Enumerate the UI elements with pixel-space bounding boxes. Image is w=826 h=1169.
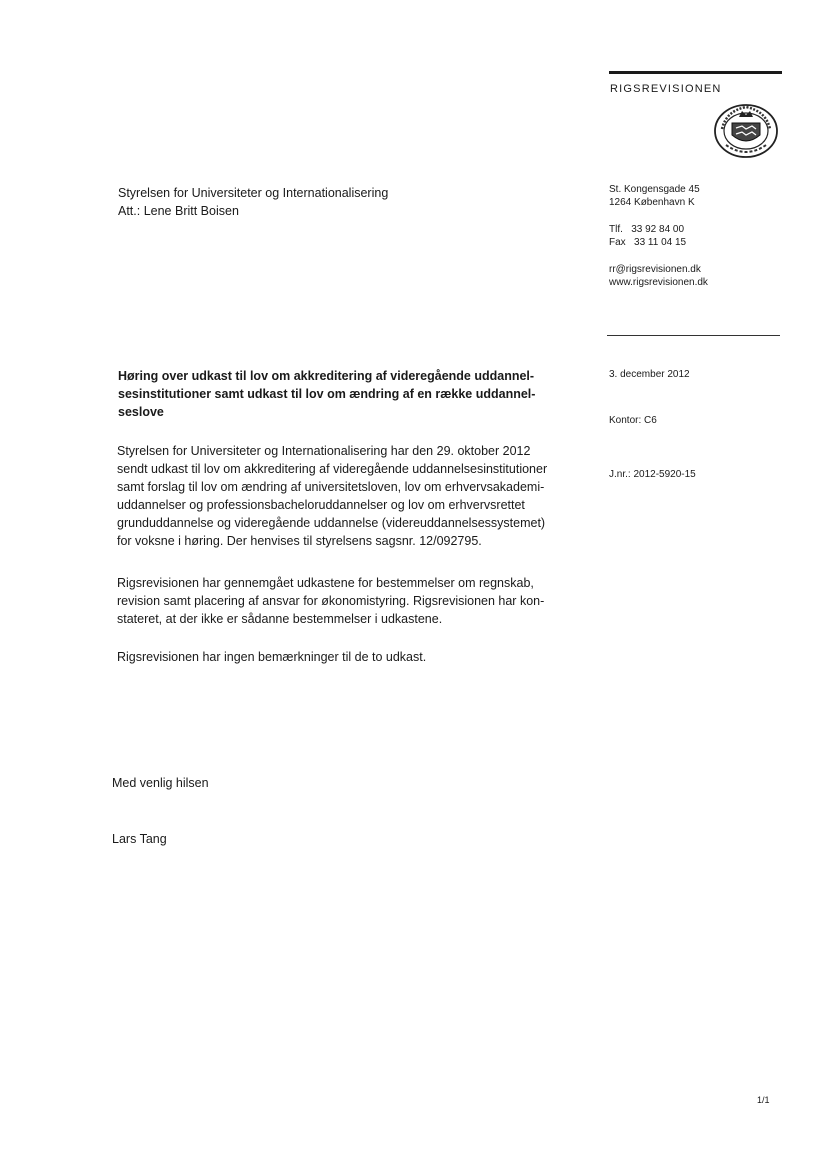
sender-street: St. Kongensgade 45 bbox=[609, 184, 700, 195]
office-code: Kontor: C6 bbox=[609, 415, 657, 426]
sender-phone: Tlf. 33 92 84 00 bbox=[609, 224, 685, 235]
closing-salutation: Med venlig hilsen bbox=[112, 776, 209, 790]
sidebar-divider bbox=[607, 335, 780, 336]
recipient-name: Styrelsen for Universiteter og Internationalisering bbox=[118, 186, 389, 200]
paragraph-line: Rigsrevisionen har gennemgået udkastene for bestemmelser om regnskab, bbox=[117, 576, 534, 590]
paragraph-line: grunduddannelse og videregående uddannelse (videreuddannelsessystemet) bbox=[117, 516, 546, 530]
body-paragraph-2 bbox=[117, 574, 587, 628]
paragraph-line: uddannelser og professionsbacheloruddannelser og lov om erhvervsrettet bbox=[117, 498, 525, 512]
org-name: RIGSREVISIONEN bbox=[610, 83, 722, 95]
sender-city: 1264 København K bbox=[609, 197, 695, 208]
sender-fax: Fax 33 11 04 15 bbox=[609, 237, 687, 248]
sender-web: www.rigsrevisionen.dk bbox=[609, 277, 708, 288]
letter-date: 3. december 2012 bbox=[609, 369, 690, 380]
paragraph-line: for voksne i høring. Der henvises til styrelsens sagsnr. 12/092795. bbox=[117, 534, 482, 548]
recipient-block bbox=[118, 184, 388, 220]
sender-contact-online bbox=[609, 263, 708, 289]
sender-email: rr@rigsrevisionen.dk bbox=[609, 264, 701, 275]
subject-heading bbox=[118, 367, 588, 421]
body-paragraph-1 bbox=[117, 442, 587, 550]
folketinget-seal-icon bbox=[712, 101, 780, 159]
page-number: 1/1 bbox=[757, 1095, 770, 1105]
paragraph-line: Rigsrevisionen har ingen bemærkninger til de to udkast. bbox=[117, 650, 427, 664]
signer-name: Lars Tang bbox=[112, 832, 167, 846]
journal-number: J.nr.: 2012-5920-15 bbox=[609, 469, 696, 480]
recipient-attention: Att.: Lene Britt Boisen bbox=[118, 204, 239, 218]
paragraph-line: Styrelsen for Universiteter og Internationalisering har den 29. oktober 2012 bbox=[117, 444, 531, 458]
subject-line: sesinstitutioner samt udkast til lov om ændring af en række uddannel- bbox=[118, 387, 536, 401]
paragraph-line: sendt udkast til lov om akkreditering af videregående uddannelsesinstitutioner bbox=[117, 462, 548, 476]
subject-line: seslove bbox=[118, 405, 164, 419]
paragraph-line: stateret, at der ikke er sådanne bestemmelser i udkastene. bbox=[117, 612, 443, 626]
header-rule bbox=[609, 71, 782, 74]
sender-address bbox=[609, 183, 700, 209]
body-paragraph-3 bbox=[117, 648, 587, 666]
paragraph-line: revision samt placering af ansvar for økonomistyring. Rigsrevisionen har kon- bbox=[117, 594, 545, 608]
paragraph-line: samt forslag til lov om ændring af universitetsloven, lov om erhvervsakademi- bbox=[117, 480, 545, 494]
sender-contact-phone bbox=[609, 223, 686, 249]
subject-line: Høring over udkast til lov om akkreditering af videregående uddannel- bbox=[118, 369, 535, 383]
